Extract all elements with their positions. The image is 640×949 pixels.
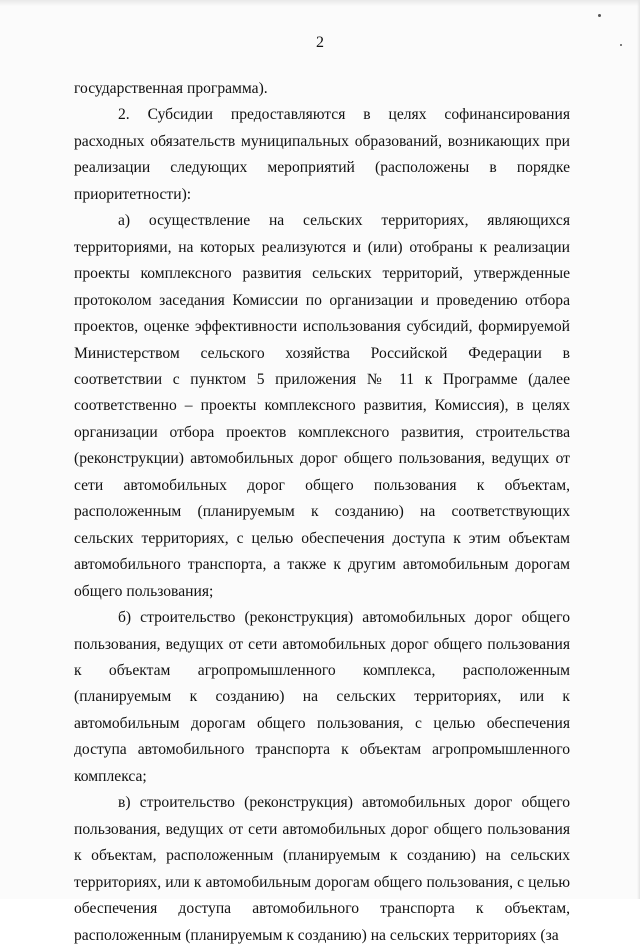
scan-edge-top	[0, 0, 640, 6]
page-number: 2	[316, 34, 324, 51]
paragraph-subitem-v: в) строительство (реконструкция) автомобильных дорог общего пользования, ведущих от сети автомобильных дорог общего пользования к объектам, расположенным (планируемым к созданию) на сельских территориях, или к автомобильным дорогам общего пользования, с целью обеспечения доступа автомобильного транспорта к объектам, расположенным (планируемым к созданию) на сельских территориях (за	[74, 794, 570, 944]
scan-speck	[598, 14, 601, 17]
paragraph-subitem-b: б) строительство (реконструкция) автомобильных дорог общего пользования, ведущих от сети автомобильных дорог общего пользования к объектам агропромышленного комплекса, расположенным (планируемым к созданию) на сельских территориях, или к автомобильным дорогам общего пользования, с целью обеспечения доступа автомобильного транспорта к объектам агропромышленного комплекса;	[74, 609, 570, 785]
paragraph-item-2: 2. Субсидии предоставляются в целях софинансирования расходных обязательств муниципальных образований, возникающих при реализации следующих мероприятий (расположены в порядке приоритетности):	[74, 106, 570, 203]
paragraph-subitem-a: а) осуществление на сельских территориях, являющихся территориями, на которых реализуются и (или) отобраны к реализации проекты комплексного развития сельских территорий, утвержденные протоколом заседания Комиссии по организации и проведению отбора проектов, оценке эффективности использования субсидий, формируемой Министерством сельского хозяйства Российской Федерации в соответствии с пунктом 5 приложения № 11 к Программе (далее соответственно – проекты комплексного развития, Комиссия), в целях организации отбора проектов комплексного развития, строительства (реконструкции) автомобильных дорог общего пользования, ведущих от сети автомобильных дорог общего пользования к объектам, расположенным (планируемым к созданию) на соответствующих сельских территориях, с целью обеспечения доступа к этим объектам автомобильного транспорта, а также к другим автомобильным дорогам общего пользования;	[74, 212, 570, 600]
document-body	[74, 76, 570, 949]
paragraph-continuation: государственная программа).	[74, 80, 268, 97]
